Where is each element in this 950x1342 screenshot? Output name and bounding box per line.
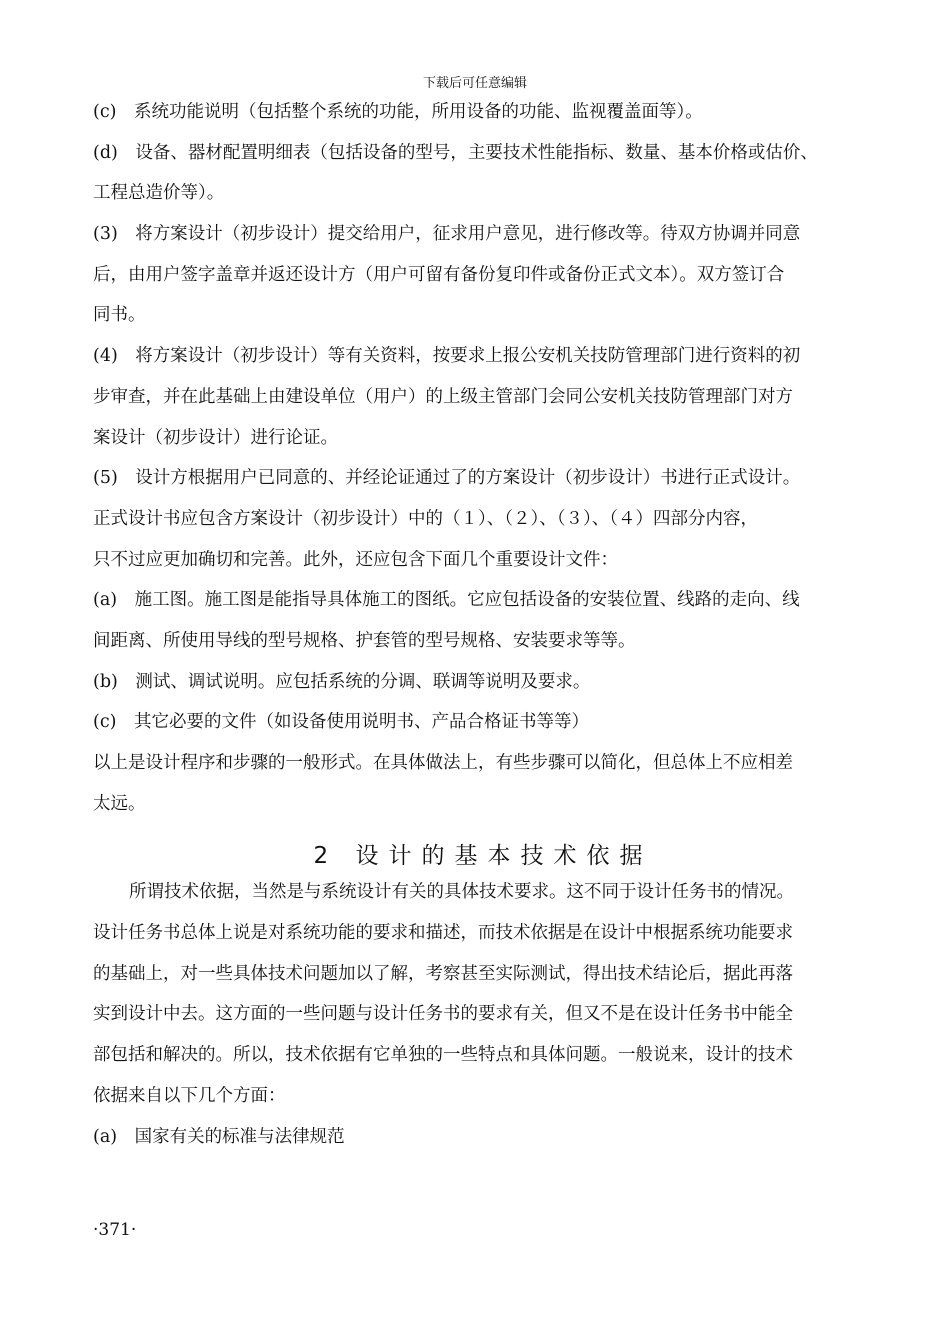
text-line: 太远。 bbox=[93, 793, 146, 814]
text-line: 只不过应更加确切和完善。此外，还应包含下面几个重要设计文件： bbox=[93, 549, 618, 570]
text-line: 步审查，并在此基础上由建设单位（用户）的上级主管部门会同公安机关技防管理部门对方 bbox=[93, 386, 793, 407]
text-line: 的基础上，对一些具体技术问题加以了解，考察甚至实际测试，得出技术结论后，据此再落 bbox=[93, 963, 793, 984]
text-line: 工程总造价等）。 bbox=[93, 183, 225, 204]
page-number: ·371· bbox=[93, 1220, 137, 1240]
section-heading: 2 设计的基本技术依据 bbox=[313, 843, 653, 870]
paragraph-first-line: 所谓技术依据，当然是与系统设计有关的具体技术要求。这不同于设计任务书的情况。 bbox=[129, 882, 794, 903]
text-line: (5) 设计方根据用户已同意的、并经论证通过了的方案设计（初步设计）书进行正式设计。 bbox=[93, 468, 801, 489]
text-line: (a) 施工图。施工图是能指导具体施工的图纸。它应包括设备的安装位置、线路的走向、线 bbox=[93, 590, 800, 611]
text-line: (c) 其它必要的文件（如设备使用说明书、产品合格证书等等） bbox=[93, 712, 589, 733]
text-line: 后，由用户签字盖章并返还设计方（用户可留有备份复印件或备份正式文本）。双方签订合 bbox=[93, 264, 785, 285]
list-item: (a) 国家有关的标准与法律规范 bbox=[93, 1126, 345, 1147]
text-line: 设计任务书总体上说是对系统功能的要求和描述，而技术依据是在设计中根据系统功能要求 bbox=[93, 923, 793, 944]
text-line: 部包括和解决的。所以，技术依据有它单独的一些特点和具体问题。一般说来，设计的技术 bbox=[93, 1045, 793, 1066]
text-line: 案设计（初步设计）进行论证。 bbox=[93, 427, 338, 448]
text-line: 间距离、所使用导线的型号规格、护套管的型号规格、安装要求等等。 bbox=[93, 630, 636, 651]
text-line: 以上是设计程序和步骤的一般形式。在具体做法上，有些步骤可以简化，但总体上不应相差 bbox=[93, 753, 793, 773]
text-line: (4) 将方案设计（初步设计）等有关资料，按要求上报公安机关技防管理部门进行资料的初 bbox=[93, 346, 801, 367]
text-line: 实到设计中去。这方面的一些问题与设计任务书的要求有关，但又不是在设计任务书中能全 bbox=[93, 1004, 793, 1025]
text-line: 依据来自以下几个方面： bbox=[93, 1085, 286, 1106]
text-line: (d) 设备、器材配置明细表（包括设备的型号，主要技术性能指标、数量、基本价格或估价、 bbox=[93, 142, 818, 163]
text-line: (c) 系统功能说明（包括整个系统的功能，所用设备的功能、监视覆盖面等）。 bbox=[93, 102, 703, 122]
text-line: (3) 将方案设计（初步设计）提交给用户，征求用户意见，进行修改等。待双方协调并同意 bbox=[93, 224, 801, 245]
document-body bbox=[93, 97, 865, 1162]
text-line: 正式设计书应包含方案设计（初步设计）中的（１）、（２）、（３）、（４）四部分内容， bbox=[93, 508, 758, 529]
page-header: 下载后可任意编辑 bbox=[422, 76, 527, 91]
text-line: 同书。 bbox=[93, 305, 146, 326]
text-line: (b) 测试、调试说明。应包括系统的分调、联调等说明及要求。 bbox=[93, 671, 591, 692]
